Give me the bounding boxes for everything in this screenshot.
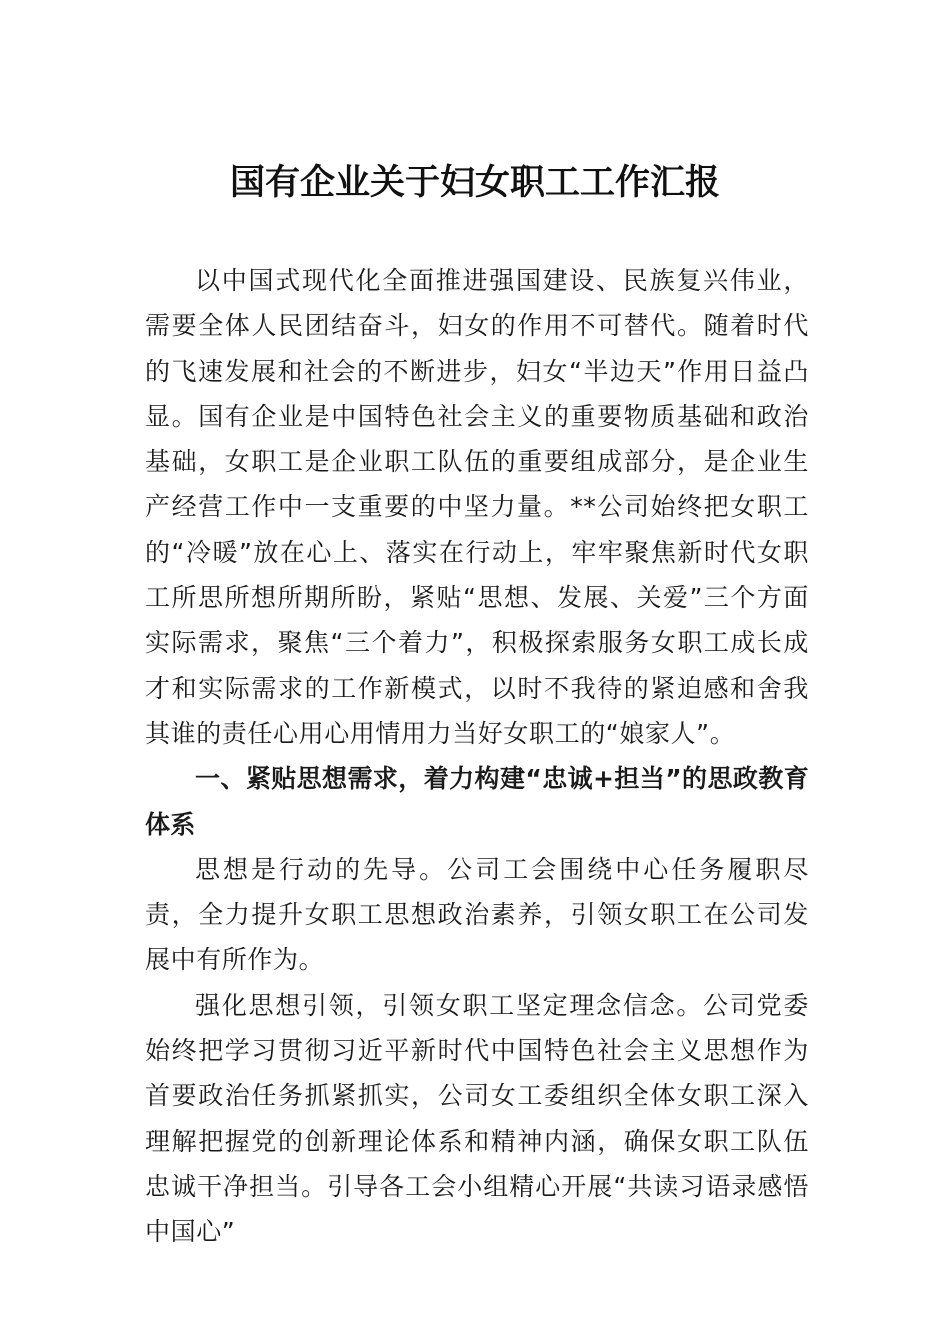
document-title: 国有企业关于妇女职工工作汇报 (229, 162, 720, 203)
section-paragraph: 思想是行动的先导。公司工会围绕中心任务履职尽责，全力提升女职工思想政治素养，引领女职工在公司发展中有所作为。 (145, 854, 809, 975)
intro-paragraph: 以中国式现代化全面推进强国建设、民族复兴伟业，需要全体人民团结奋斗，妇女的作用不可替代。随着时代的飞速发展和社会的不断进步，妇女“半边天”作用日益凸显。国有企业是中国特色社会主义的重要物质基础和政治基础，女职工是企业职工队伍的重要组成部分，是企业生产经营工作中一支重要的中坚力量。**公司始终把女职工的“冷暖”放在心上、落实在行动上，牢牢聚焦新时代女职工所思所想所期所盼，紧贴“思想、发展、关爱”三个方面实际需求，聚焦“三个着力”，积极探索服务女职工成长成才和实际需求的工作新模式，以时不我待的紧迫感和舍我其谁的责任心用心用情用力当好女职工的“娘家人”。 (145, 266, 809, 748)
document-body (145, 258, 809, 1255)
section-paragraph: 强化思想引领，引领女职工坚定理念信念。公司党委始终把学习贯彻习近平新时代中国特色社会主义思想作为首要政治任务抓紧抓实，公司女工委组织全体女职工深入理解把握党的创新理论体系和精神内涵，确保女职工队伍忠诚干净担当。引导各工会小组精心开展“共读习语录感悟中国心” (145, 990, 809, 1247)
section-heading: 一、紧贴思想需求，着力构建“忠诚+担当”的思政教育体系 (145, 764, 809, 839)
